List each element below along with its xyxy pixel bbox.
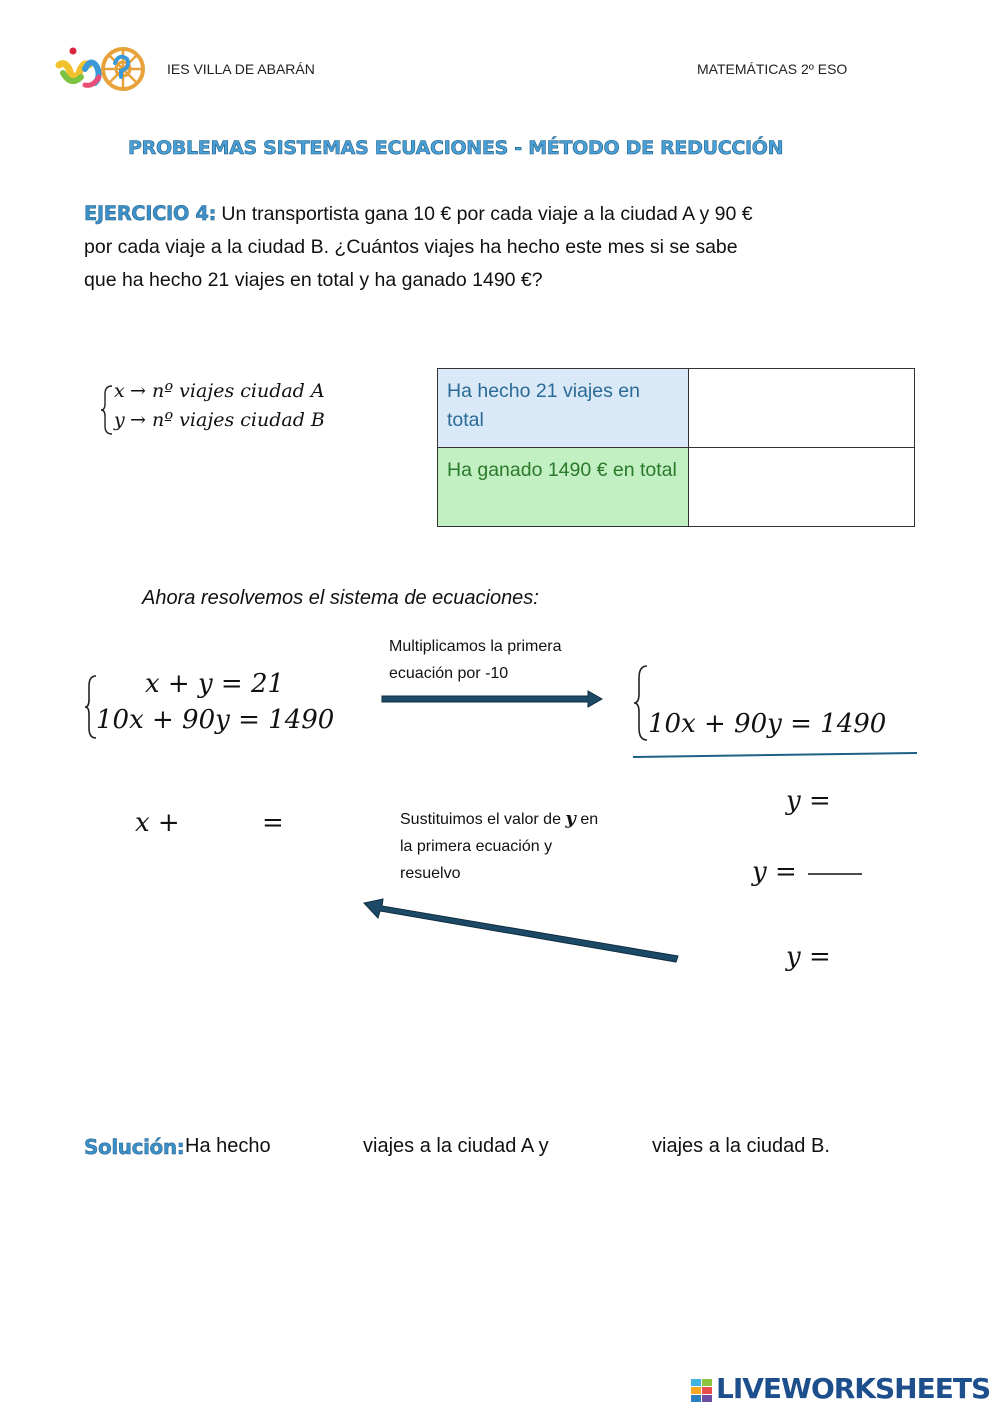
- step2-note: [400, 805, 660, 887]
- step1-note-line-2: ecuación por -10: [389, 665, 509, 682]
- variable-brace: [100, 384, 114, 436]
- transformed-brace: [633, 664, 649, 742]
- step2-note-line-3: resuelvo: [400, 865, 461, 882]
- step2-note-line-1-post: en: [575, 811, 599, 828]
- variable-definitions: [100, 378, 380, 440]
- table-row: [438, 448, 915, 527]
- exercise-label: EJERCICIO 4:: [84, 202, 216, 225]
- footer-brand: [690, 1372, 990, 1408]
- brand-name: LIVEWORKSHEETS: [716, 1372, 991, 1405]
- solve-intro: Ahora resolvemos el sistema de ecuaciones:: [142, 587, 539, 609]
- exercise-line-1: Un transportista gana 10 € por cada viaje a la ciudad A y 90 €: [221, 203, 753, 225]
- school-logo-icon: [55, 43, 147, 95]
- solution-part-1: Ha hecho: [185, 1135, 271, 1157]
- y-step-1: y =: [786, 786, 831, 816]
- transformed-equation-2: 10x + 90y = 1490: [648, 709, 887, 739]
- left-arrow-icon: [360, 890, 685, 970]
- step2-note-var: y: [565, 808, 576, 829]
- system-equation-1: x + y = 21: [145, 669, 285, 699]
- var-x-name: x: [114, 380, 125, 402]
- step1-note-line-1: Multiplicamos la primera: [389, 638, 562, 655]
- exercise-line-2: por cada viaje a la ciudad B. ¿Cuántos viajes ha hecho este mes si se sabe: [84, 236, 738, 258]
- step2-note-line-1-pre: Sustituimos el valor de: [400, 811, 566, 828]
- fraction-bar: [808, 872, 864, 876]
- subject-name: MATEMÁTICAS 2º ESO: [697, 61, 848, 77]
- conditions-table: [437, 368, 915, 527]
- right-arrow-icon: [380, 689, 605, 709]
- table-row: [438, 369, 915, 448]
- solution-line: [84, 1135, 904, 1165]
- answer-cell-equation-1[interactable]: [689, 369, 915, 448]
- system-equation-2: 10x + 90y = 1490: [96, 705, 335, 735]
- step2-note-line-2: la primera ecuación y: [400, 838, 553, 855]
- liveworksheets-logo-icon: [690, 1378, 714, 1404]
- exercise-statement: [84, 197, 844, 297]
- answer-cell-equation-2[interactable]: [689, 448, 915, 527]
- substitution-equals: =: [262, 808, 284, 838]
- solution-part-3: viajes a la ciudad B.: [652, 1135, 830, 1157]
- sum-line: [631, 750, 919, 760]
- y-step-2: [752, 857, 797, 887]
- condition-total-trips: Ha hecho 21 viajes en total: [438, 369, 689, 448]
- var-y-name: y: [114, 409, 125, 431]
- solution-part-2: viajes a la ciudad A y: [363, 1135, 549, 1157]
- var-y-desc: → nº viajes ciudad B: [130, 409, 325, 431]
- y-step-2-label: y =: [752, 857, 797, 887]
- exercise-line-3: que ha hecho 21 viajes en total y ha ganado 1490 €?: [84, 269, 543, 291]
- substitution-lhs: x +: [135, 808, 180, 838]
- school-name: IES VILLA DE ABARÁN: [167, 61, 315, 77]
- transformed-equation-1[interactable]: [650, 672, 870, 704]
- page-title: PROBLEMAS SISTEMAS ECUACIONES - MÉTODO DE REDUCCIÓN: [128, 137, 784, 159]
- step1-note: [389, 633, 562, 687]
- condition-total-earnings: Ha ganado 1490 € en total: [438, 448, 689, 527]
- y-step-3: y =: [786, 942, 831, 972]
- var-x-desc: → nº viajes ciudad A: [130, 380, 325, 402]
- solution-label: Solución:: [84, 1135, 185, 1159]
